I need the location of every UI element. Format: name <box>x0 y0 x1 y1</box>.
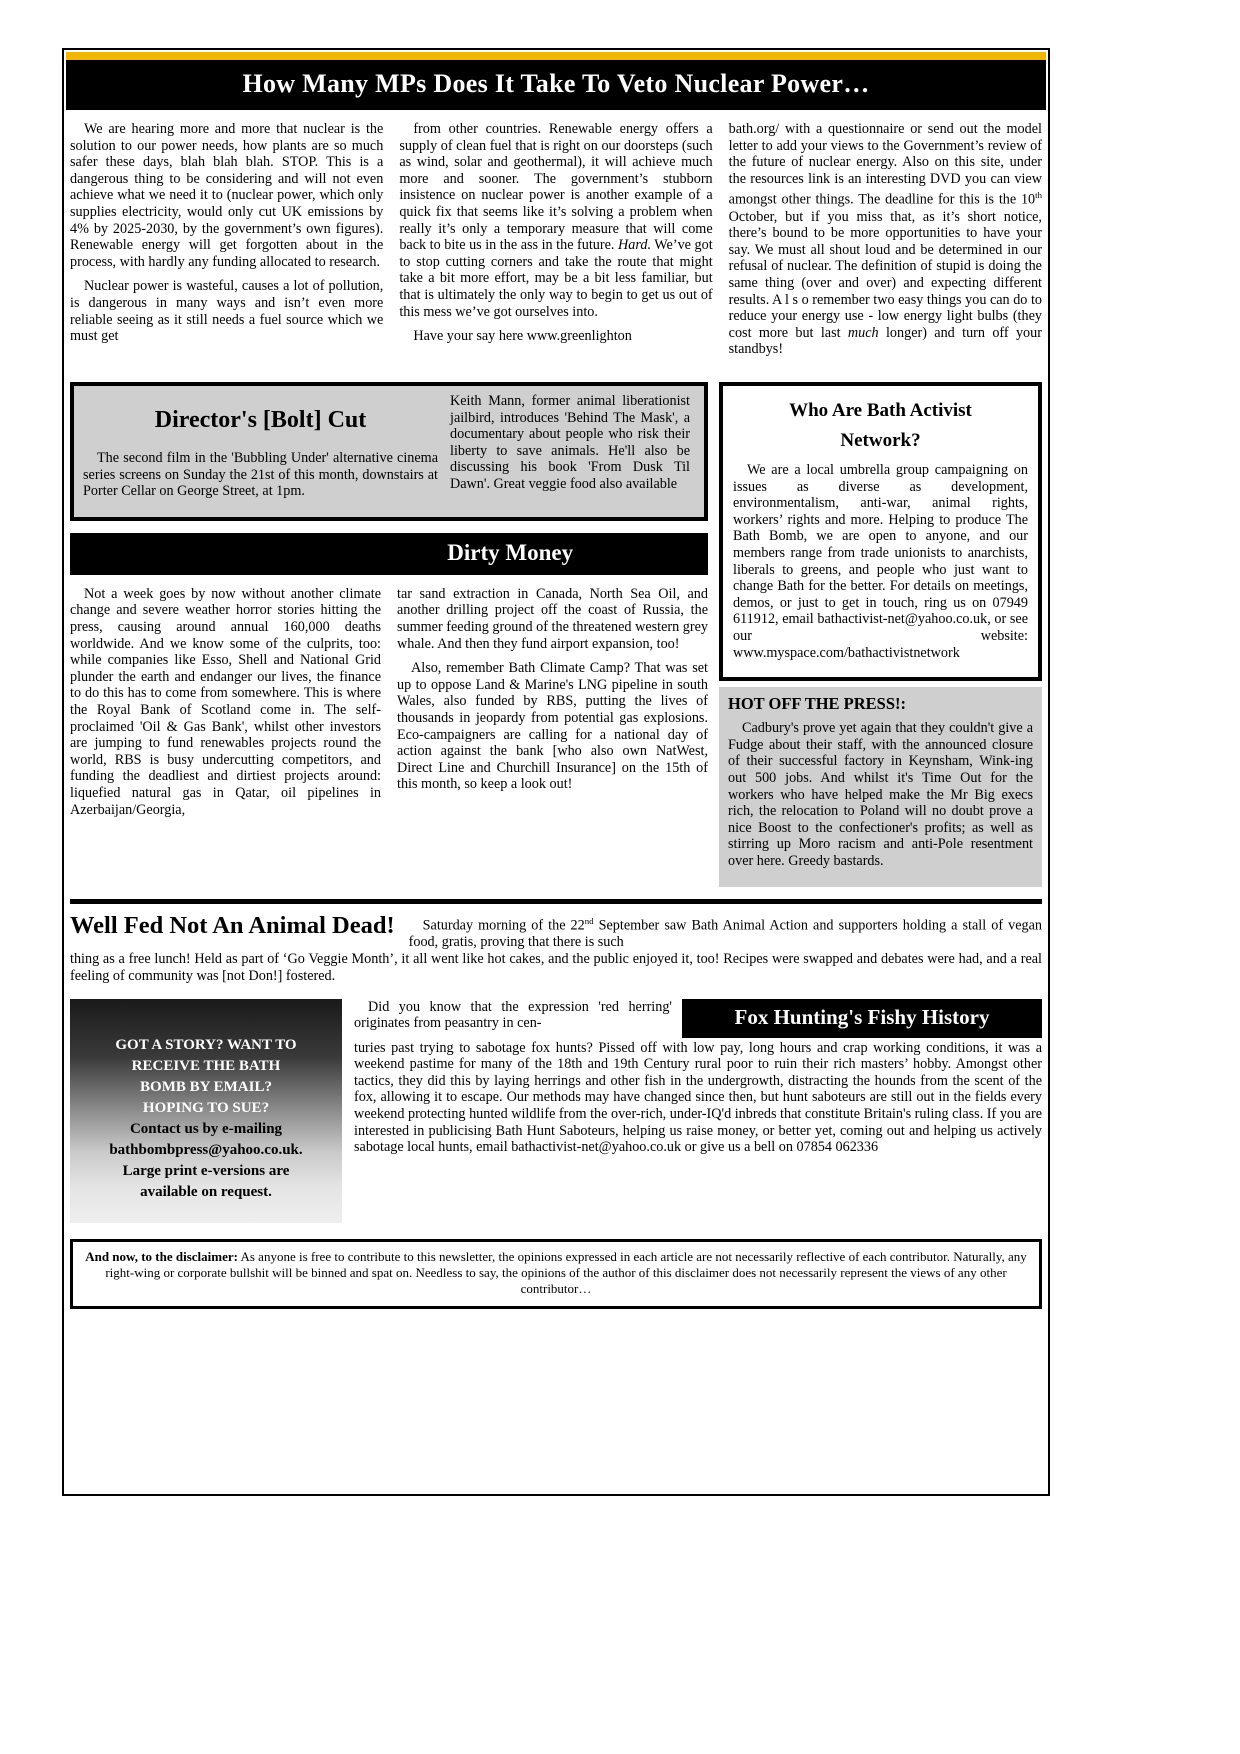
bottom-section <box>70 999 1042 1223</box>
lead-paragraph: Nuclear power is wasteful, causes a lot of pollution, is dangerous in many ways and isn’t even more reliable seeing as it still needs a fuel source which we must get <box>70 278 384 345</box>
left-column-stack <box>70 382 708 826</box>
hot-press-title: HOT OFF THE PRESS!: <box>728 694 907 714</box>
well-fed-body: thing as a free lunch! Held as part of ‘Go Veggie Month’, it all went like hot cakes, and the public enjoyed it, too! Recipes were swapped and debates were had, and a real feeling of community was [not Don!] fostered. <box>70 951 1042 985</box>
got-a-story-box <box>70 999 342 1223</box>
ordinal-suffix: th <box>1035 190 1042 201</box>
story-box-line: BOMB BY EMAIL? <box>140 1078 272 1095</box>
lead-paragraph: Have your say here www.greenlighton <box>413 328 632 345</box>
hot-press-body <box>728 720 1033 869</box>
lead-story-columns <box>70 121 1042 366</box>
lead-paragraph <box>729 121 1042 358</box>
page-content <box>62 48 1050 1309</box>
middle-section <box>70 382 1042 886</box>
fox-hunting-banner <box>682 999 1042 1038</box>
disclaimer-text <box>85 1249 1027 1296</box>
story-box-line: available on request. <box>140 1183 272 1200</box>
activist-title-line-2: Network? <box>840 430 921 452</box>
directors-cut-paragraph: Keith Mann, former animal liberationist jailbird, introduces 'Behind The Mask', a documentary about people who risk their liberty to save animals. He'll also be discussing his book 'From Dusk Til Dawn'. Great veggie food also available <box>450 393 690 493</box>
activist-title-line-1: Who Are Bath Activist <box>789 400 972 422</box>
lead-emphasis: Hard. <box>618 237 651 254</box>
lead-text-part: October, but if you miss that, as it’s short notice, there’s bound to be more opportunities to have your say. We must all shout loud and be determined in our refusal of nuclear. The definition of stupid is doing the same thing (over and over) and expecting different results. A l s o remember two easy things you can do to reduce your energy use - low energy light bulbs (they cost more but last <box>728 208 1042 341</box>
fox-hunting-title: Fox Hunting's Fishy History <box>734 1004 990 1029</box>
dirty-money-paragraph: Not a week goes by now without another climate change and severe weather horror stories hitting the press, causing around annual 160,000 deaths worldwide. And we know some of the culprits, too: while companies like Esso, Shell and National Grid plunder the earth and endanger our lives, the finance to do this has to come from somewhere. This is where the Royal Bank of Scotland come in. The self-proclaimed 'Oil & Gas Bank', whilst other investors are jumping to fund renewables projects round the world, RBS is busy undercutting competitors, and funding the deadliest and dirtiest projects around: liquefied natural gas in Qatar, oil pipelines in Azerbaijan/Georgia, <box>70 585 381 818</box>
activist-paragraph: We are a local umbrella group campaigning on issues as diverse as development, environmentalism, anti-war, animal rights, workers’ rights and more. Helping to produce The Bath Bomb, we are open to anyone, and our members range from trade unionists to anarchists, liberals to greens, and people who just want to change Bath for the better. For details on meetings, demos, or just to get in touch, ring us on 07949 611912, email bathactivist-net@yahoo.co.uk, or see our website: www.myspace.com/bathactivistnetwork <box>733 462 1028 661</box>
well-fed-intro <box>409 913 1042 951</box>
fox-hunting-section <box>354 999 1042 1156</box>
lead-paragraph <box>399 121 712 320</box>
dirty-money-columns <box>70 586 708 826</box>
lead-text-part: We’ve got to stop cutting corners and take the route that might take a bit more effort, may be a bit less familiar, but that is ultimately the only way to begin to get us out of this mess we’ve got ourselves into. <box>399 237 713 320</box>
ordinal-suffix: nd <box>584 915 594 926</box>
page-title: How Many MPs Does It Take To Veto Nuclear Power… <box>242 69 870 98</box>
story-box-line: RECEIVE THE BATH <box>131 1057 281 1074</box>
disclaimer-body: As anyone is free to contribute to this newsletter, the opinions expressed in each article are not necessarily reflective of each contributor. Naturally, any right-wing or corporate bullshit will be binned and spat on. Needless to say, the opinions of the author of this disclaimer does not necessarily represent the views of any other contributor… <box>105 1248 1027 1296</box>
dirty-money-column-1 <box>70 586 381 826</box>
activist-body <box>733 462 1028 661</box>
activist-title <box>733 396 1028 456</box>
lead-text-part: longer) and turn off your standbys! <box>728 324 1042 358</box>
dirty-money-column-2 <box>397 586 708 826</box>
masthead-banner <box>66 60 1046 110</box>
lead-emphasis: much <box>847 324 879 341</box>
section-divider <box>70 899 1042 904</box>
fox-hunting-body: turies past trying to sabotage fox hunts? Pissed off with low pay, long hours and crap working conditions, it was a weekend pastime for many of the 18th and 19th Century rural poor to ruin their rich masters’ hobby. Amongst other tactics, they did this by laying herrings and other fish in the undergrowth, distracting the hounds from the scent of the fox, allowing it to escape. Our methods may have changed since then, but hunt saboteurs are still out in the fields every weekend protecting hunted wildlife from the over-rich, under-IQ'd inbreds that constitute Britain's ruling class. If you are interested in publicising Bath Hunt Saboteurs, helping us raise money, or better yet, coming out and helping us actively sabotage local hunts, email bathactivist-net@yahoo.co.uk or give us a bell on 07854 062336 <box>354 1039 1042 1156</box>
bath-activist-box <box>719 382 1042 681</box>
lead-column-3 <box>729 121 1042 366</box>
story-box-line: Large print e-versions are <box>122 1162 290 1179</box>
story-box-line: HOPING TO SUE? <box>142 1099 270 1116</box>
lead-column-1 <box>70 121 383 366</box>
story-box-line: Contact us by e-mailing <box>129 1120 283 1137</box>
directors-cut-screening-text <box>83 450 438 500</box>
well-fed-title: Well Fed Not An Animal Dead! <box>70 911 395 939</box>
accent-bar <box>66 52 1046 60</box>
disclaimer-box <box>70 1239 1042 1309</box>
lead-paragraph: We are hearing more and more that nuclear is the solution to our power needs, how plants are so much safer these days, blah blah blah. STOP. This is a dangerous thing to be considering and will not even achieve what we need it to (nuclear power, which only supplies electricity, would only cut UK emissions by 4% by 2025-2030, by the government’s own figures). Renewable energy will get forgotten about in the process, with hardly any funding allocated to research. <box>70 121 384 270</box>
lead-text-part: from other countries. Renewable energy offers a supply of clean fuel that is right on our doorsteps (such as wind, solar and geothermal), it will achieve much more and sooner. The government’s stubborn insistence on nuclear power is another example of a quick fix that seems like it’s solving a problem when really it’s only a temporary measure that will come back to bite us in the ass in the future. <box>399 121 713 254</box>
lead-text-part: bath.org/ with a questionnaire or send out the model letter to add your views to the Government’s review of the future of nuclear energy. Also on this site, under the resources link is an interesting DVD you can view amongst other things. The deadline for this is the 10 <box>728 121 1042 209</box>
well-fed-text-part: September saw Bath Animal Action and supporters holding a stall of vegan food, gratis, proving that there is such <box>408 917 1042 950</box>
story-box-email[interactable]: bathbombpress@yahoo.co.uk. <box>109 1141 303 1158</box>
hot-off-the-press-box <box>719 687 1042 886</box>
fox-hunting-lead: Did you know that the expression 'red herring' originates from peasantry in cen- <box>354 998 672 1032</box>
directors-cut-left <box>83 393 438 508</box>
hot-press-paragraph: Cadbury's prove yet again that they couldn't give a Fudge about their staff, with the announced closure of their successful factory in Keynsham, Wink-ing out 500 jobs. And whilst it's Time Out for the workers who have helped make the Mr Big execs rich, the relocation to Poland will no doubt prove a nice Boost to the confectioner's profits; as well as stirring up Moro racism and anti-Pole resentment over here. Greedy bastards. <box>728 720 1033 869</box>
dirty-money-banner <box>70 533 708 575</box>
well-fed-text-part: Saturday morning of the 22 <box>422 917 585 934</box>
right-column-stack <box>719 382 1042 886</box>
dirty-money-title: Dirty Money <box>447 539 574 565</box>
directors-cut-title: Director's [Bolt] Cut <box>154 407 367 434</box>
lead-column-2 <box>399 121 712 366</box>
story-box-line: GOT A STORY? WANT TO <box>115 1036 297 1053</box>
dirty-money-paragraph: tar sand extraction in Canada, North Sea Oil, and another drilling project off the coast of Russia, the summer feeding ground of the threatened western grey whale. And then they fund airport expansion, too! <box>397 585 708 652</box>
well-fed-section <box>70 913 1042 985</box>
dirty-money-paragraph: Also, remember Bath Climate Camp? That was set up to oppose Land & Marine's LNG pipeline in south Wales, also funded by RBS, putting the lives of thousands in jeopardy from potential gas explosions. Eco-campaigners are calling for a national day of action against the bank [who also own NatWest, Direct Line and Churchill Insurance] on the 15th of this month, so keep a look out! <box>397 660 708 793</box>
directors-cut-right <box>450 393 690 508</box>
directors-cut-box <box>70 382 708 521</box>
directors-cut-paragraph: The second film in the 'Bubbling Under' alternative cinema series screens on Sunday the 21st of this month, downstairs at Porter Cellar on George Street, at 1pm. <box>83 450 438 500</box>
disclaimer-label: And now, to the disclaimer: <box>85 1248 238 1264</box>
